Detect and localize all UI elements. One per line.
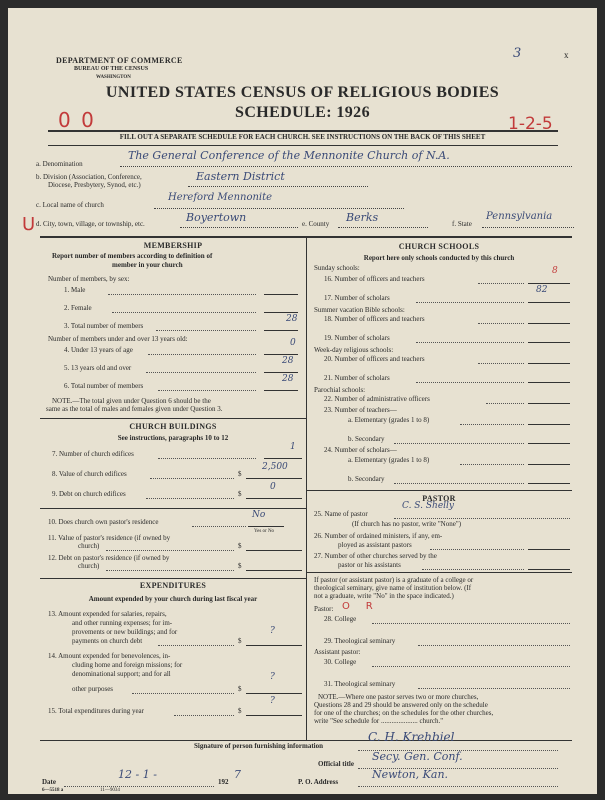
red-code-left: 0 0 [58, 108, 96, 132]
q10-hint: Yes or No [254, 529, 275, 534]
q13-field[interactable] [246, 637, 302, 646]
q13-value: ? [270, 626, 275, 636]
pastor-sublabel: Pastor: [314, 605, 334, 613]
q23b-field[interactable] [528, 435, 570, 444]
schools-title: CHURCH SCHOOLS [398, 242, 480, 251]
q15-value: ? [270, 696, 275, 706]
q16-label: 16. Number of officers and teachers [324, 275, 425, 283]
q9-debt-label: 9. Debt on church edifices [52, 490, 126, 498]
denomination-label: a. Denomination [36, 160, 83, 168]
q19-label: 19. Number of scholars [324, 334, 390, 342]
graduate-note-3: not a graduate, write "No" in the space indicated.) [314, 592, 454, 600]
q22-field[interactable] [528, 395, 570, 404]
pastor-note-3: for one of the churches; on the schedules for the other churches, [314, 709, 494, 717]
q24-label: 24. Number of scholars— [324, 446, 397, 454]
buildings-subtitle: See instructions, paragraphs 10 to 12 [117, 434, 229, 442]
q27-label-2: pastor or his assistants [338, 561, 401, 569]
division-value: Eastern District [196, 170, 285, 183]
q21-label: 21. Number of scholars [324, 374, 390, 382]
q13-label-1: 13. Amount expended for salaries, repairs, [48, 610, 167, 618]
buildings-title: CHURCH BUILDINGS [129, 422, 217, 431]
q28-field[interactable] [372, 615, 570, 624]
county-value: Berks [346, 211, 379, 224]
membership-note-1: NOTE.—The total given under Question 6 should be the [52, 397, 211, 405]
sunday-schools-label: Sunday schools: [314, 264, 360, 272]
date-label: Date [42, 778, 56, 786]
department-label: DEPARTMENT OF COMMERCE [56, 56, 183, 65]
membership-note-2: same as the total of males and females given under Question 3. [46, 405, 223, 413]
q5-13over-label: 5. 13 years old and over [64, 364, 132, 372]
po-address-value: Newton, Kan. [372, 768, 449, 781]
local-name-value: Hereford Mennonite [168, 192, 273, 203]
q14-value: ? [270, 672, 275, 682]
schedule-title: SCHEDULE: 1926 [235, 104, 370, 121]
q16-field[interactable] [528, 275, 570, 284]
parochial-schools-label: Parochial schools: [314, 386, 366, 394]
q14-label-1: 14. Amount expended for benevolences, in- [48, 652, 171, 660]
q23-label: 23. Number of teachers— [324, 406, 397, 414]
q15-dollar-sign: $ [238, 707, 242, 715]
city-town-label: d. City, town, village, or township, etc. [36, 220, 145, 228]
q2-female-field[interactable] [264, 304, 298, 313]
q23a-field[interactable] [528, 416, 570, 425]
q10-residence-label: 10. Does church own pastor's residence [48, 518, 159, 526]
division-label-2: Diocese, Presbytery, Synod, etc.) [48, 181, 141, 189]
schools-subtitle: Report here only schools conducted by this church [363, 254, 515, 262]
q14-label-2: cluding home and foreign missions; for [72, 661, 183, 669]
q24b-field[interactable] [528, 475, 570, 484]
q25-hint: (If church has no pastor, write "None") [352, 520, 462, 528]
q31-label: 31. Theological seminary [324, 680, 396, 688]
age-group-label: Number of members under and over 13 years old: [48, 335, 188, 343]
city-value: Boyertown [186, 211, 247, 224]
county-label: e. County [302, 220, 330, 228]
q17-field[interactable] [528, 294, 570, 303]
q27-field[interactable] [528, 561, 570, 570]
print-number: 11—9034 [100, 788, 120, 793]
q16-value: 8 [552, 266, 558, 276]
q14-label-4: other purposes [72, 685, 114, 693]
q11-label-2: church) [78, 542, 100, 550]
q25-label: 25. Name of pastor [314, 510, 368, 518]
corner-x-mark: x [564, 50, 569, 60]
pastor-title: PASTOR [422, 494, 456, 503]
weekday-schools-label: Week-day religious schools: [314, 346, 394, 354]
q30-label: 30. College [324, 658, 357, 666]
q4-under13-value: 0 [290, 338, 296, 348]
membership-intro-1: Report number of members according to definition of [52, 252, 213, 260]
q8-dollar-sign: $ [238, 470, 242, 478]
state-label: f. State [452, 220, 472, 228]
graduate-note-1: If pastor (or assistant pastor) is a graduate of a college or [314, 576, 474, 584]
q18-field[interactable] [528, 315, 570, 324]
q7-edifices-value: 1 [290, 442, 296, 452]
q3-total-value: 28 [286, 314, 298, 324]
q12-field[interactable] [246, 562, 302, 571]
q14-field[interactable] [246, 685, 302, 694]
q21-field[interactable] [528, 374, 570, 383]
q22-label: 22. Number of administrative officers [324, 395, 430, 403]
state-value: Pennsylvania [486, 211, 553, 222]
pastor-note-1: NOTE.—Where one pastor serves two or more churches, [318, 693, 479, 701]
q29-label: 29. Theological seminary [324, 637, 396, 645]
form-title: UNITED STATES CENSUS OF RELIGIOUS BODIES [105, 84, 500, 101]
membership-title: MEMBERSHIP [143, 241, 203, 250]
summer-schools-label: Summer vacation Bible schools: [314, 306, 405, 314]
q13-label-4: payments on church debt [72, 637, 143, 645]
form-number: 6—5518 a [42, 788, 64, 793]
q12-label-2: church) [78, 562, 100, 570]
pastor-red-marks: O R [342, 601, 373, 612]
q13-dollar-sign: $ [238, 637, 242, 645]
denomination-value: The General Conference of the Mennonite Church of N.A. [128, 149, 450, 162]
q15-field[interactable] [246, 707, 302, 716]
q7-edifices-label: 7. Number of church edifices [52, 450, 134, 458]
signature-label: Signature of person furnishing information [194, 742, 323, 750]
q6-total-value: 28 [282, 374, 294, 384]
q10-residence-value: No [252, 510, 266, 520]
q1-male-label: 1. Male [64, 286, 86, 294]
q9-dollar-sign: $ [238, 490, 242, 498]
signature-value: C. H. Krehbiel [368, 730, 455, 744]
q25-value: C. S. Shelly [402, 501, 454, 511]
census-form [8, 8, 597, 794]
q28-label: 28. College [324, 615, 357, 623]
q11-field[interactable] [246, 542, 302, 551]
q14-label-3: denominational support; and for all [72, 670, 171, 678]
q29-field[interactable] [418, 637, 570, 646]
q3-total-label: 3. Total number of members [64, 322, 144, 330]
q8-value-value: 2,500 [262, 462, 288, 472]
q20-field[interactable] [528, 355, 570, 364]
q12-label: 12. Debt on pastor's residence (if owned by [48, 554, 170, 562]
q13-label-3: provements or new buildings; and for [72, 628, 178, 636]
graduate-note-2: theological seminary, give name of institution below. (If [314, 584, 472, 592]
date-value: 12 - 1 - [118, 768, 157, 781]
membership-intro-2: member in your church [112, 261, 183, 269]
q23b-label: b. Secondary [348, 435, 385, 443]
q14-dollar-sign: $ [238, 685, 242, 693]
q30-field[interactable] [372, 658, 570, 667]
q26-field[interactable] [528, 541, 570, 550]
q24a-label: a. Elementary (grades 1 to 8) [348, 456, 430, 464]
corner-page-mark: 3 [513, 46, 522, 61]
q31-field[interactable] [418, 680, 570, 689]
q5-13over-value: 28 [282, 356, 294, 366]
q4-under13-label: 4. Under 13 years of age [64, 346, 133, 354]
q17-value: 82 [536, 285, 548, 295]
q15-label: 15. Total expenditures during year [48, 707, 144, 715]
year-value: 7 [234, 768, 241, 781]
margin-u-mark: U [22, 214, 36, 235]
q8-value-label: 8. Value of church edifices [52, 470, 127, 478]
separate-schedule-instruction: FILL OUT A SEPARATE SCHEDULE FOR EACH CHURCH. SEE INSTRUCTIONS ON THE BACK OF THIS SHEET [119, 133, 486, 141]
local-name-label: c. Local name of church [36, 201, 104, 209]
members-by-sex-label: Number of members, by sex: [48, 275, 130, 283]
red-code-right: 1-2-5 [508, 114, 553, 134]
q20-label: 20. Number of officers and teachers [324, 355, 425, 363]
po-address-label: P. O. Address [298, 778, 339, 786]
q24b-label: b. Secondary [348, 475, 385, 483]
official-title-value: Secy. Gen. Conf. [372, 750, 463, 763]
q13-label-2: and other running expenses; for im- [72, 619, 173, 627]
q6-total-label: 6. Total number of members [64, 382, 144, 390]
pastor-note-2: Questions 28 and 29 should be answered only on the schedule [314, 701, 488, 709]
pastor-note-4: write "See schedule for ..................... church." [314, 717, 444, 725]
expenditures-subtitle: Amount expended by your church during last fiscal year [88, 595, 258, 603]
q18-label: 18. Number of officers and teachers [324, 315, 425, 323]
assistant-pastor-label: Assistant pastor: [314, 648, 361, 656]
division-label: b. Division (Association, Conference, [36, 173, 142, 181]
q11-label: 11. Value of pastor's residence (if owned by [48, 534, 171, 542]
expenditures-title: EXPENDITURES [139, 581, 207, 590]
q7-edifices-field[interactable] [264, 450, 302, 459]
q2-female-label: 2. Female [64, 304, 92, 312]
official-title-label: Official title [318, 760, 354, 768]
bureau-label: BUREAU OF THE CENSUS [74, 66, 149, 72]
city-label: WASHINGTON [96, 75, 131, 80]
q1-male-field[interactable] [264, 286, 298, 295]
q25-field[interactable] [394, 510, 570, 519]
q11-dollar-sign: $ [238, 542, 242, 550]
q24a-field[interactable] [528, 456, 570, 465]
q27-label-1: 27. Number of other churches served by the [314, 552, 437, 560]
q9-debt-value: 0 [270, 482, 276, 492]
q19-field[interactable] [528, 334, 570, 343]
q23a-label: a. Elementary (grades 1 to 8) [348, 416, 430, 424]
year-prefix: 192 [218, 778, 229, 786]
q12-dollar-sign: $ [238, 562, 242, 570]
q26-label-1: 26. Number of ordained ministers, if any, em- [314, 532, 443, 540]
q26-label-2: ployed as assistant pastors [338, 541, 412, 549]
q17-label: 17. Number of scholars [324, 294, 390, 302]
